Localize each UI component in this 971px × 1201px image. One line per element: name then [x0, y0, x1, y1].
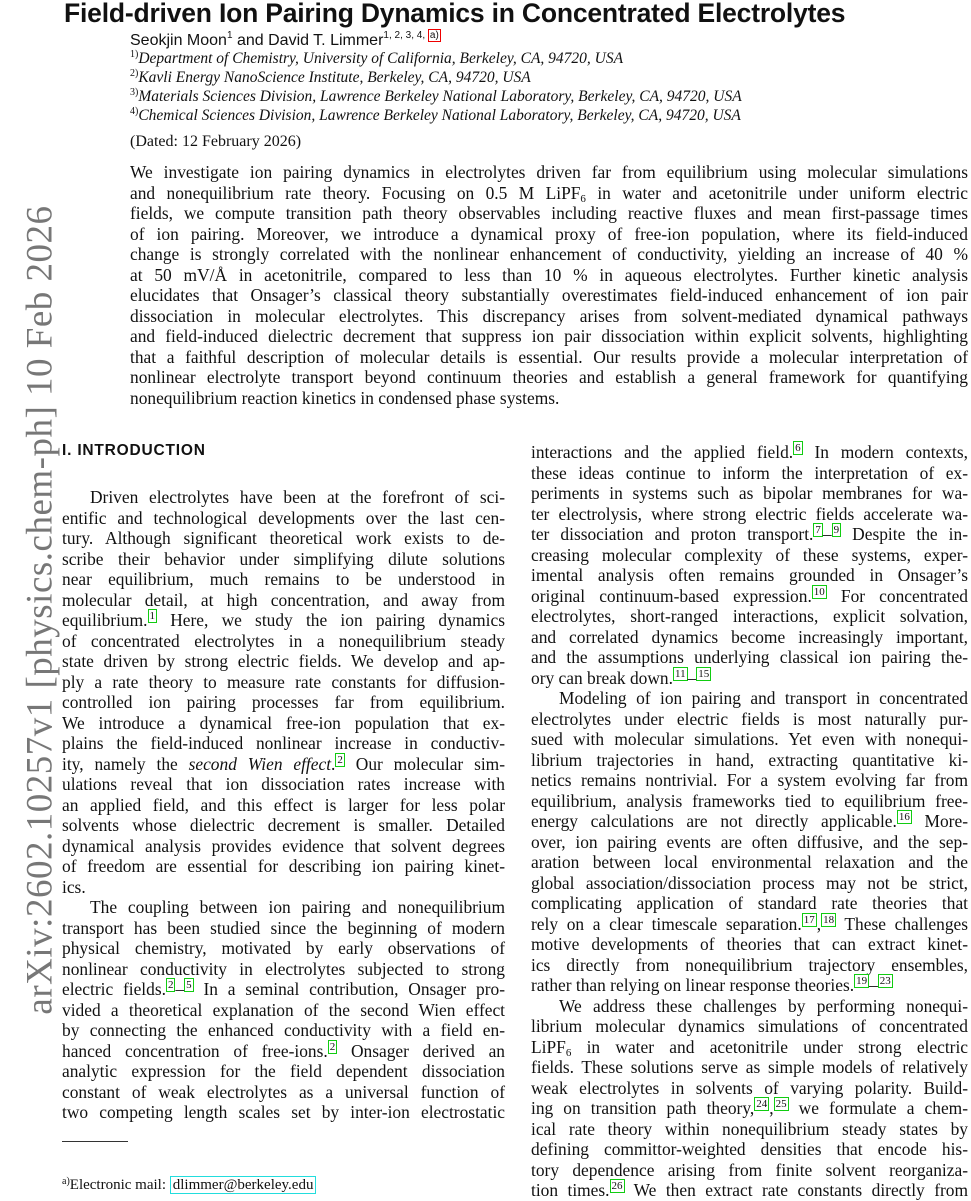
text-line — [62, 528, 505, 549]
subscript: 6 — [565, 1046, 572, 1059]
text-run: periments in systems such as bipolar membranes for wa- — [531, 483, 968, 503]
text-run: entific and technological developments over the last cen- — [62, 507, 505, 528]
footnote — [62, 1176, 316, 1194]
text-run: Our molecular sim- — [344, 753, 505, 774]
affiliation — [130, 106, 741, 125]
text-run: nonequilibrium reaction kinetics in condensed phase systems. — [130, 387, 560, 408]
citation-link[interactable]: 16 — [898, 811, 910, 823]
text-run: dissociation in molecular electrolytes. This discrepancy arises from solvent-mediated dynamical pathways — [130, 305, 968, 326]
text-line — [531, 688, 968, 709]
text-run: ulations reveal that ion dissociation rates increase with — [62, 774, 505, 794]
text-line — [130, 244, 968, 265]
text-line — [130, 224, 968, 245]
text-run: these ideas continue to inform the interpretation of ex- — [531, 462, 968, 483]
text-run: More- — [911, 811, 968, 831]
text-run: LiPF — [531, 1036, 566, 1057]
left-column — [62, 487, 505, 1123]
text-run: We address these challenges by performing nonequi- — [559, 995, 968, 1016]
text-line — [62, 1000, 505, 1021]
text-run: sued with molecular simulations. Yet even with nonequi- — [531, 729, 968, 749]
citation-link[interactable]: 18 — [823, 913, 835, 926]
author-conjunction: and — [232, 32, 269, 49]
text-line — [62, 1102, 505, 1123]
citation-link[interactable]: 23 — [879, 975, 891, 987]
citation-link[interactable]: 2 — [337, 753, 343, 766]
author-name: Seokjin Moon — [130, 32, 227, 49]
text-run: fields. These solutions serve as simple models of relatively — [531, 1057, 968, 1077]
text-line — [62, 651, 505, 672]
text-run: vided a theoretical explanation of the second Wien effect — [62, 999, 505, 1020]
section-heading: I. INTRODUCTION — [62, 442, 206, 459]
text-line — [62, 815, 505, 836]
text-run: tory dependence arising from finite solvent reorganiza- — [531, 1159, 968, 1180]
text-line — [62, 692, 505, 713]
text-run: state driven by strong electric fields. We develop and ap- — [62, 651, 505, 671]
text-run: energy calculations are not directly applicable. — [531, 811, 897, 831]
text-line — [531, 606, 968, 627]
text-line — [531, 524, 968, 545]
footnote-rule — [62, 1141, 128, 1142]
affiliation-text: Chemical Sciences Division, Lawrence Berkeley National Laboratory, Berkeley, CA, 94720, USA — [138, 107, 741, 124]
text-line — [62, 959, 505, 980]
text-run: Despite the in- — [841, 524, 968, 544]
text-line — [62, 795, 505, 816]
text-line — [62, 877, 505, 898]
text-run: near equilibrium, much remains to be understood in — [62, 569, 505, 589]
affiliation-marker: 1 — [226, 30, 233, 41]
text-run: Driven electrolytes have been at the forefront of sci- — [90, 487, 505, 507]
text-run: of concentrated electrolytes in a nonequilibrium steady — [62, 630, 505, 651]
citation-link[interactable]: 9 — [833, 524, 840, 536]
text-line — [531, 914, 968, 935]
affiliation-numbers: 1, 2, 3, 4, — [383, 30, 428, 41]
text-line — [531, 647, 968, 668]
citation-link[interactable]: 24 — [756, 1098, 768, 1110]
text-run: motive developments of theories that can extract kinet- — [531, 934, 968, 954]
text-run: ity, namely the — [62, 753, 189, 774]
affiliation-number: 2) — [130, 68, 139, 79]
affiliation-number: 4) — [130, 106, 139, 117]
text-line — [531, 934, 968, 955]
text-line — [531, 709, 968, 730]
text-run: that a faithful description of molecular details is essential. Our results provide a molecular interpretation of — [130, 346, 968, 367]
text-line — [62, 487, 505, 508]
text-run: analytic expression for the field dependent dissociation — [62, 1061, 505, 1081]
text-run: We introduce a dynamical free-ion population that ex- — [62, 712, 505, 733]
citation-link[interactable]: 11 — [674, 667, 686, 680]
text-line — [62, 754, 505, 775]
text-line — [130, 203, 968, 224]
text-run: – — [687, 667, 697, 688]
text-line — [62, 1020, 505, 1041]
text-line — [62, 610, 505, 631]
text-run: molecular detail, at high concentration, and away from — [62, 589, 505, 610]
text-line — [531, 811, 968, 832]
text-line — [531, 1037, 968, 1058]
citation-link[interactable]: 25 — [775, 1098, 787, 1110]
text-run: and the assumptions underlying classical ion pairing the- — [531, 647, 968, 667]
text-line — [531, 873, 968, 894]
text-line — [531, 832, 968, 853]
text-run: two competing length scales set by inter-ion electrostatic — [62, 1102, 505, 1122]
text-line — [531, 627, 968, 648]
text-run: For concentrated — [826, 585, 968, 606]
citation-link[interactable]: 19 — [856, 975, 868, 987]
affiliation — [130, 87, 742, 106]
citation-link[interactable]: 26 — [611, 1180, 623, 1192]
text-line — [62, 1041, 505, 1062]
affiliation-text: Materials Sciences Division, Lawrence Berkeley National Laboratory, Berkeley, CA, 94720, USA — [138, 88, 742, 105]
text-line — [531, 975, 968, 996]
text-run: we formulate a chem- — [788, 1098, 968, 1118]
footnote-link[interactable]: a) — [429, 30, 439, 41]
text-line — [62, 569, 505, 590]
text-line — [531, 586, 968, 607]
text-line — [531, 1180, 968, 1201]
text-run: These challenges — [836, 913, 968, 934]
text-line — [62, 549, 505, 570]
footnote-marker: a) — [62, 1176, 70, 1187]
text-run: ter electrolysis, where strong electric fields accelerate wa- — [531, 503, 968, 524]
text-run: transport has been studied since the beginning of modern — [62, 917, 505, 938]
text-line — [62, 836, 505, 857]
text-run: librium molecular dynamics simulations of concentrated — [531, 1016, 968, 1036]
text-run: ics. — [62, 876, 86, 897]
affiliation-text: Department of Chemistry, University of California, Berkeley, CA, 94720, USA — [138, 50, 624, 67]
text-line — [531, 1119, 968, 1140]
footnote-label: Electronic mail: — [69, 1177, 170, 1193]
text-line — [531, 463, 968, 484]
text-line — [531, 852, 968, 873]
text-run: by connecting the enhanced conductivity with a field en- — [62, 1020, 505, 1040]
text-line — [130, 162, 968, 183]
text-line — [531, 996, 968, 1017]
text-run: nonlinear conductivity in electrolytes subjected to strong — [62, 958, 505, 979]
text-run: of ion pairing. Moreover, we introduce a dynamical proxy of free-ion population, where its field-induced — [130, 223, 968, 244]
author-list — [130, 30, 441, 50]
text-line — [531, 1139, 968, 1160]
text-run: librium trajectories in hand, extracting quantitative ki- — [531, 749, 968, 770]
text-run: The coupling between ion pairing and nonequilibrium — [90, 897, 505, 917]
text-line — [130, 367, 968, 388]
text-run: rely on a clear timescale separation. — [531, 913, 802, 934]
text-run: equilibrium. — [62, 610, 148, 630]
text-run: plains the field-induced nonlinear increase in conductiv- — [62, 733, 505, 753]
text-run: ics directly from nonequilibrium trajectory ensembles, — [531, 954, 968, 975]
emphasis-text: second Wien effect — [188, 753, 332, 774]
text-line — [531, 1098, 968, 1119]
text-run: Onsager derived an — [337, 1040, 505, 1061]
citation-link[interactable]: 10 — [813, 585, 825, 598]
text-line — [62, 938, 505, 959]
text-line — [62, 508, 505, 529]
text-run: In modern contexts, — [802, 442, 968, 462]
paper-title: Field-driven Ion Pairing Dynamics in Concentrated Electrolytes — [64, 0, 846, 28]
text-run: – — [822, 524, 832, 544]
text-line — [130, 326, 968, 347]
text-line — [531, 1016, 968, 1037]
text-run: and field-induced dielectric decrement that suppress ion pair dissociation within explicit solvents, highlighting — [130, 326, 968, 346]
text-run: tion times. — [531, 1180, 610, 1200]
text-run: and correlated dynamics become increasingly important, — [531, 626, 968, 647]
text-line — [531, 1057, 968, 1078]
text-line — [62, 918, 505, 939]
text-line — [130, 306, 968, 327]
text-line — [62, 631, 505, 652]
text-run: electrolytes under electric fields is most naturally pur- — [531, 708, 968, 729]
text-line — [62, 1082, 505, 1103]
text-run: ing on transition path theory, — [531, 1098, 755, 1118]
affiliation — [130, 68, 531, 87]
text-run: electrolytes, short-ranged interactions, explicit solvation, — [531, 606, 968, 626]
text-run: defining committor-weighted densities that encode his- — [531, 1139, 968, 1159]
text-line — [62, 774, 505, 795]
text-run: at 50 mV/Å in acetonitrile, compared to less than 10 % in aqueous electrolytes. Further kinetic analysis — [130, 264, 968, 285]
text-run: tury. Although significant theoretical work exists to de- — [62, 528, 505, 548]
text-run: nonlinear electrolyte transport beyond continuum theories and establish a general framework for quantifying — [130, 367, 968, 387]
citation-link[interactable]: 1 — [149, 610, 155, 622]
text-run: – — [175, 979, 185, 999]
text-run: scribe their behavior under simplifying dilute solutions — [62, 548, 505, 569]
date-line: (Dated: 12 February 2026) — [130, 133, 302, 150]
text-run: Modeling of ion pairing and transport in concentrated — [559, 688, 968, 708]
text-run: creasing molecular complexity of these systems, exper- — [531, 544, 968, 565]
text-run: equilibrium, analysis frameworks tied to equilibrium free- — [531, 790, 968, 811]
text-run: rather than relying on linear response theories. — [531, 975, 855, 995]
affiliation-number: 1) — [130, 49, 139, 60]
text-run: , — [816, 913, 822, 934]
text-line — [62, 672, 505, 693]
text-run: dynamical analysis provides evidence that solvent degrees — [62, 835, 505, 856]
text-line — [130, 285, 968, 306]
text-run: interactions and the applied field. — [531, 442, 794, 462]
affiliation-number: 3) — [130, 87, 139, 98]
text-run: In a seminal contribution, Onsager pro- — [193, 979, 505, 999]
citation-link[interactable]: 17 — [803, 913, 815, 926]
text-run: ical rate theory within nonequilibrium steady states by — [531, 1118, 968, 1139]
citation-link[interactable]: 2 — [167, 979, 174, 991]
text-run: fields, we compute transition path theory observables including reactive fluxes and mean first-passage times — [130, 203, 968, 223]
text-line — [62, 979, 505, 1000]
text-run: in water and acetonitrile under uniform electric — [585, 182, 968, 203]
text-run: original continuum-based expression. — [531, 585, 812, 606]
text-run: of freedom are essential for describing ion pairing kinet- — [62, 856, 505, 876]
affiliation — [130, 49, 623, 68]
text-line — [130, 388, 968, 409]
citation-link[interactable]: 15 — [698, 667, 710, 680]
text-run: an applied field, and this effect is larger for less polar — [62, 794, 505, 815]
text-line — [531, 955, 968, 976]
text-line — [531, 729, 968, 750]
text-line — [531, 770, 968, 791]
affiliation-text: Kavli Energy NanoScience Institute, Berkeley, CA, 94720, USA — [138, 69, 531, 86]
text-run: controlled ion pairing processes far from equilibrium. — [62, 692, 505, 712]
text-run: weak electrolytes in solvents of varying polarity. Build- — [531, 1077, 968, 1098]
text-line — [531, 791, 968, 812]
text-line — [62, 713, 505, 734]
text-run: ory can break down. — [531, 667, 673, 688]
text-line — [531, 1078, 968, 1099]
text-run: We investigate ion pairing dynamics in electrolytes driven far from equilibrium using molecular simulations — [130, 162, 968, 182]
text-run: constant of weak electrolytes as a universal function of — [62, 1081, 505, 1102]
text-line — [130, 347, 968, 368]
abstract — [130, 162, 968, 408]
text-run: Here, we study the ion pairing dynamics — [157, 610, 505, 630]
author-name: David T. Limmer — [268, 32, 384, 49]
text-run: solvents whose dielectric decrement is smaller. Detailed — [62, 815, 505, 835]
text-line — [531, 545, 968, 566]
text-run: over, ion pairing events are often diffusive, and the sep- — [531, 831, 968, 852]
text-run: , — [769, 1098, 774, 1118]
text-run: ply a rate theory to measure rate constants for diffusion- — [62, 671, 505, 692]
email-link[interactable]: dlimmer@berkeley.edu — [170, 1176, 317, 1194]
text-run: hanced concentration of free-ions. — [62, 1040, 328, 1061]
text-run: We then extract rate constants directly from — [624, 1180, 968, 1200]
subscript: 6 — [580, 192, 586, 205]
text-run: physical chemistry, motivated by early observations of — [62, 938, 505, 958]
text-run: in water and acetonitrile under strong electric — [571, 1036, 968, 1057]
text-line — [62, 733, 505, 754]
text-run: electric fields. — [62, 979, 166, 999]
citation-link[interactable]: 5 — [186, 979, 192, 991]
citation-link[interactable]: 2 — [329, 1040, 336, 1053]
text-line — [531, 893, 968, 914]
text-line — [531, 668, 968, 689]
text-run: global association/dissociation process may not be strict, — [531, 872, 968, 893]
text-line — [62, 590, 505, 611]
text-run: change is strongly correlated with the nonlinear enhancement of conductivity, yielding an increase of 40 % — [130, 244, 968, 264]
text-run: ter dissociation and proton transport. — [531, 524, 814, 544]
text-run: . — [331, 753, 336, 774]
affiliation-marker — [383, 29, 440, 42]
text-line — [531, 565, 968, 586]
text-line — [531, 1160, 968, 1181]
text-line — [130, 183, 968, 204]
text-line — [531, 750, 968, 771]
text-run: imental analysis often remains grounded in Onsager’s — [531, 565, 968, 585]
right-column — [531, 442, 968, 1201]
text-run: aration between local environmental relaxation and the — [531, 852, 968, 872]
text-run: complicating application of standard rate theories that — [531, 893, 968, 913]
text-run: elucidates that Onsager’s classical theory substantially overestimates field-induced enhancement of ion pair — [130, 285, 968, 305]
citation-link[interactable]: 7 — [815, 524, 821, 536]
text-line — [531, 442, 968, 463]
text-line — [531, 504, 968, 525]
text-line — [531, 483, 968, 504]
text-line — [130, 265, 968, 286]
citation-link[interactable]: 6 — [795, 442, 801, 454]
text-run: – — [869, 975, 878, 995]
text-line — [62, 856, 505, 877]
text-run: netics remains nontrivial. For a system evolving far from — [531, 770, 968, 790]
text-line — [62, 1061, 505, 1082]
arxiv-identifier[interactable]: arXiv:2602.10257v1 [physics.chem-ph] 10 Feb 2026 — [19, 205, 61, 1015]
text-run: and nonequilibrium rate theory. Focusing on 0.5 M LiPF — [130, 182, 581, 203]
text-line — [62, 897, 505, 918]
